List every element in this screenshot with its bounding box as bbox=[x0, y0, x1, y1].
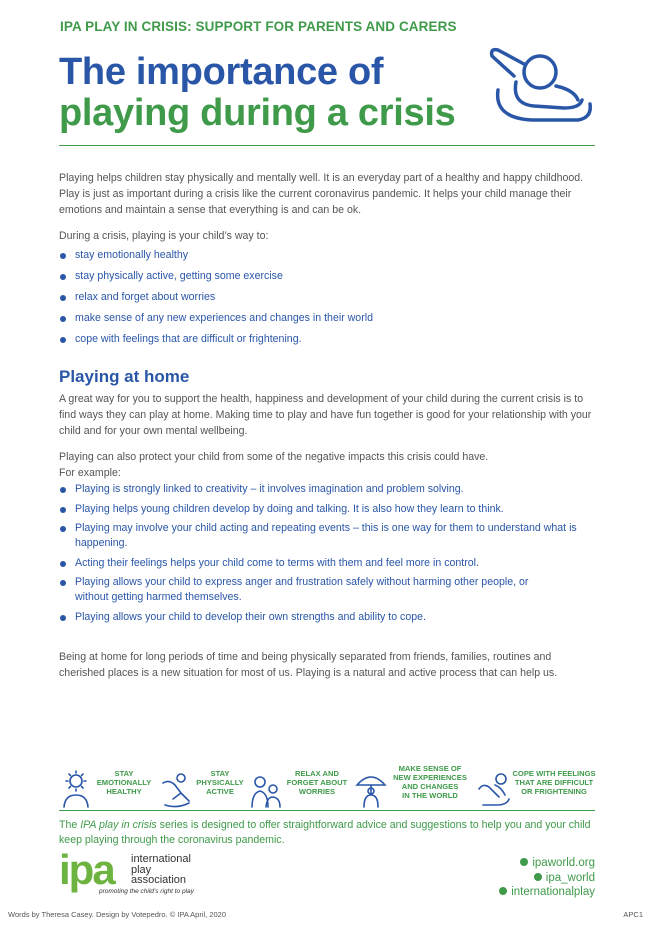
list-item: Playing may involve your child acting and repeating events – this is one way for them to understand what is happening. bbox=[59, 521, 599, 551]
series-label: IPA PLAY IN CRISIS: SUPPORT FOR PARENTS AND CARERS bbox=[60, 19, 457, 34]
list-item: Playing helps young children develop by doing and talking. It is also how they learn to think. bbox=[59, 502, 599, 517]
social-links bbox=[499, 856, 595, 900]
list-item: relax and forget about worries bbox=[59, 290, 599, 305]
closing-paragraph: Being at home for long periods of time and being physically separated from friends, families, routines and cherished places is a new situation for most of us. Playing is a natural and active process that can help us. bbox=[59, 651, 558, 679]
home-paragraph: A great way for you to support the health, happiness and development of your child during the current crisis is to find ways they can play at home. Making time to play and have fun together is good for your relationship with your child and for your own mental wellbeing. bbox=[59, 393, 592, 437]
home-paragraph-2 bbox=[59, 449, 595, 481]
benefit-label: RELAX AND FORGET ABOUT WORRIES bbox=[286, 769, 348, 796]
benefit-label: MAKE SENSE OF NEW EXPERIENCES AND CHANGES IN THE WORLD bbox=[393, 764, 467, 800]
logo-tagline: promoting the child’s right to play bbox=[99, 888, 194, 895]
credits: Words by Theresa Casey. Design by Votepedro. © IPA April, 2020 bbox=[8, 910, 227, 919]
series-note: The IPA play in crisis series is designed to offer straightforward advice and suggestions to help you and your child keep playing through the coronavirus pandemic. bbox=[59, 819, 591, 846]
facebook-icon bbox=[499, 887, 507, 895]
home-list bbox=[59, 482, 599, 629]
intro-lead: During a crisis, playing is your child’s way to: bbox=[59, 230, 269, 242]
ipa-logo[interactable] bbox=[59, 846, 229, 896]
emotion-icon bbox=[59, 769, 93, 809]
benefits-strip bbox=[59, 764, 599, 809]
globe-icon bbox=[520, 858, 528, 866]
benefit-physical bbox=[159, 769, 249, 809]
title-divider bbox=[59, 145, 595, 146]
page-title bbox=[59, 52, 455, 134]
footer-divider bbox=[59, 810, 595, 811]
list-item: Acting their feelings helps your child come to terms with them and feel more in control. bbox=[59, 556, 599, 571]
home-paragraph-2a: Playing can also protect your child from some of the negative impacts this crisis could have. bbox=[59, 451, 489, 463]
twitter-icon bbox=[534, 873, 542, 881]
series-name: IPA play in crisis bbox=[80, 819, 157, 831]
list-item: Playing allows your child to develop their own strengths and ability to cope. bbox=[59, 610, 599, 625]
benefit-label: STAY PHYSICALLY ACTIVE bbox=[196, 769, 244, 796]
link-website[interactable]: ipaworld.org bbox=[499, 856, 595, 871]
title-line-2: playing during a crisis bbox=[59, 92, 456, 134]
link-facebook[interactable]: internationalplay bbox=[499, 885, 595, 900]
list-item: Playing allows your child to express anger and frustration safely without harming other people, or without getting harmed themselves. bbox=[59, 575, 599, 605]
logo-mark: ipa bbox=[59, 846, 114, 893]
benefit-cope bbox=[477, 769, 599, 809]
relax-icon bbox=[249, 769, 283, 809]
list-item: stay physically active, getting some exercise bbox=[59, 269, 599, 284]
list-item: Playing is strongly linked to creativity – it involves imagination and problem solving. bbox=[59, 482, 599, 497]
intro-list bbox=[59, 248, 599, 353]
playing-child-icon bbox=[478, 42, 596, 128]
list-item: stay emotionally healthy bbox=[59, 248, 599, 263]
intro-paragraph: Playing helps children stay physically and mentally well. It is an everyday part of a healthy and happy childhood. Play is just as important during a crisis like the current coronavirus pandemic. It helps your child manage their emotions and maintain a sense that everything is and can be ok. bbox=[59, 172, 584, 216]
benefit-emotional bbox=[59, 769, 159, 809]
umbrella-icon bbox=[354, 769, 388, 809]
benefit-label: STAY EMOTIONALLY HEALTHY bbox=[96, 769, 152, 796]
list-item: cope with feelings that are difficult or frightening. bbox=[59, 332, 599, 347]
link-twitter[interactable]: ipa_world bbox=[499, 871, 595, 886]
logo-name: international play association bbox=[131, 853, 191, 886]
benefit-make-sense bbox=[354, 764, 474, 809]
running-icon bbox=[159, 769, 193, 809]
document-code: APC1 bbox=[623, 910, 643, 919]
feelings-icon bbox=[477, 769, 511, 809]
home-paragraph-2b: For example: bbox=[59, 467, 121, 479]
section-heading-home: Playing at home bbox=[59, 367, 190, 386]
benefit-label: COPE WITH FEELINGS THAT ARE DIFFICULT OR FRIGHTENING bbox=[512, 769, 596, 796]
title-line-1: The importance of bbox=[59, 51, 384, 93]
benefit-relax bbox=[249, 769, 354, 809]
list-item: make sense of any new experiences and changes in their world bbox=[59, 311, 599, 326]
